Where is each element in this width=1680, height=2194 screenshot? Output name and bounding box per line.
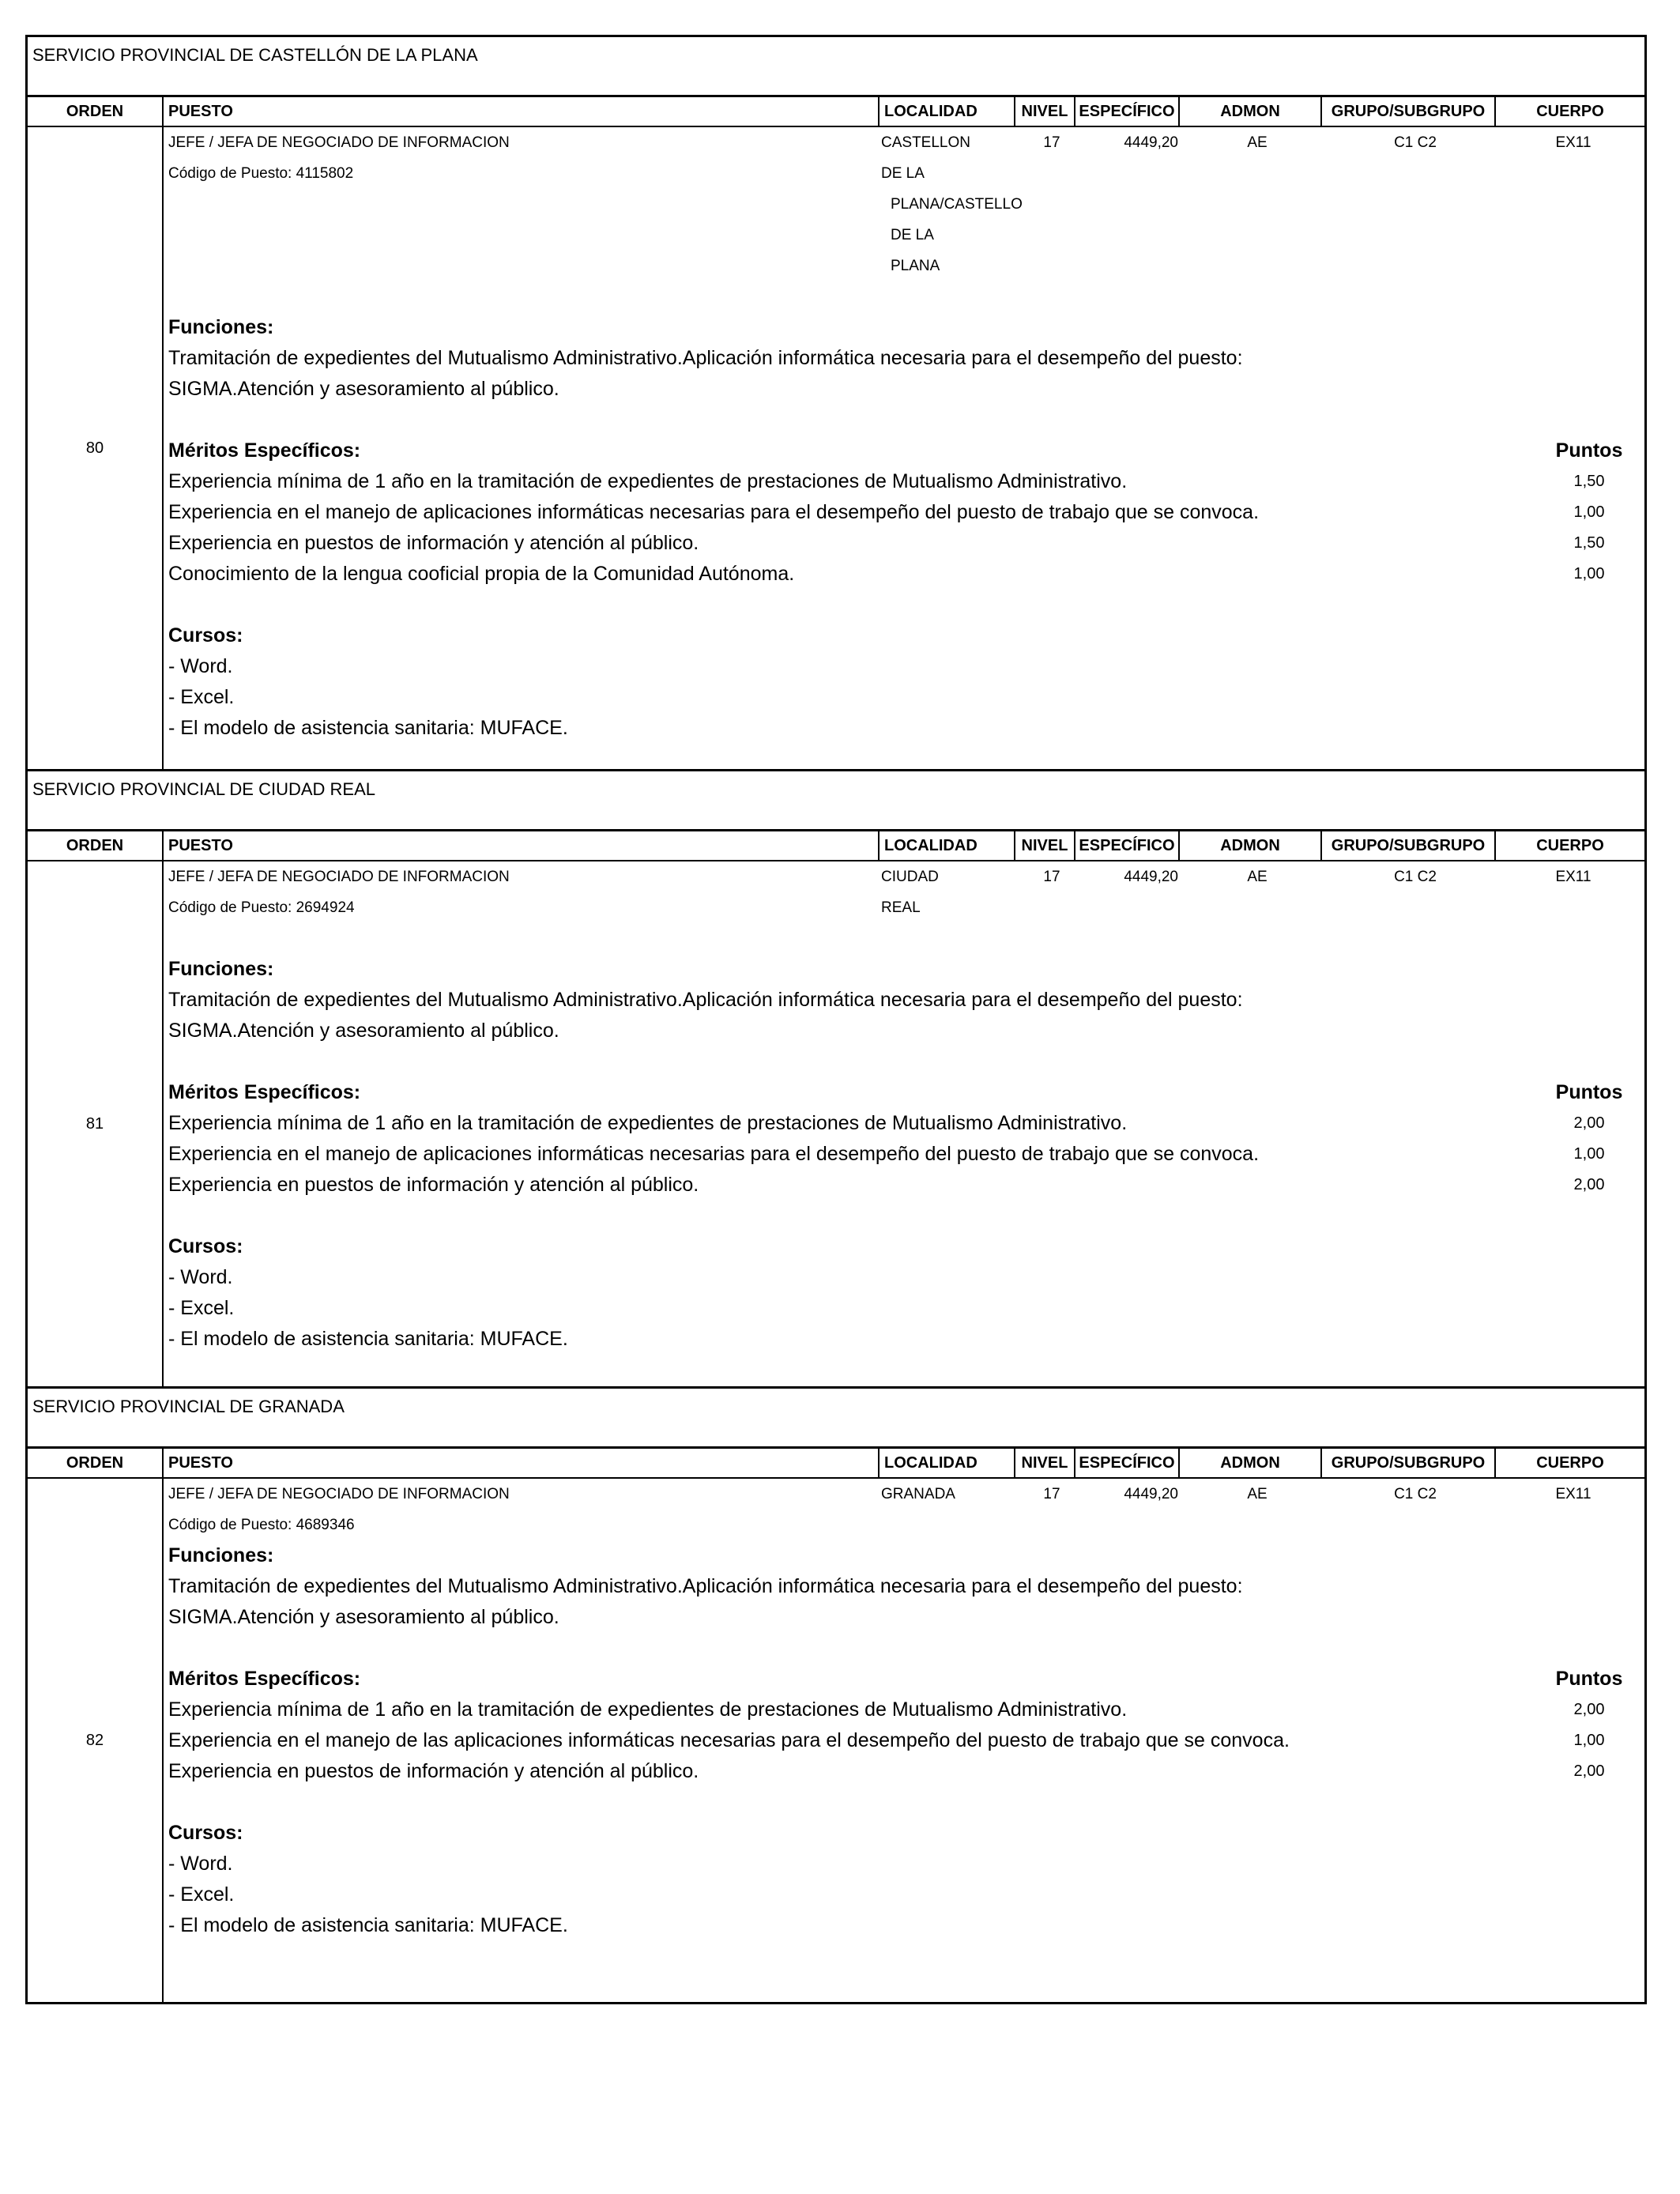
header-puesto: PUESTO <box>164 1449 880 1477</box>
spacer <box>168 923 1644 954</box>
header-especifico: ESPECÍFICO <box>1075 1449 1180 1477</box>
nivel-value: 17 <box>1043 134 1060 151</box>
merito-row <box>168 1170 1644 1201</box>
localidad-line: CIUDAD <box>881 869 939 885</box>
header-localidad: LOCALIDAD <box>880 97 1015 126</box>
merito-row <box>168 1756 1644 1787</box>
localidad-line: PLANA/CASTELLO <box>891 196 1023 213</box>
column-header-row <box>28 831 1644 861</box>
codigo-puesto: Código de Puesto: 4689346 <box>168 1517 355 1533</box>
merito-puntos: 2,00 <box>1573 1114 1605 1132</box>
merito-row <box>168 1139 1644 1170</box>
localidad-line: GRANADA <box>881 1486 955 1502</box>
meritos-heading: Méritos Específicos: <box>168 1081 361 1103</box>
spacer <box>168 405 1644 435</box>
curso-item: - Word. <box>168 1266 233 1288</box>
meritos-heading-row <box>168 435 1644 466</box>
service-title: SERVICIO PROVINCIAL DE CIUDAD REAL <box>28 771 1644 831</box>
localidad-continuation <box>168 189 1644 220</box>
header-grupo: GRUPO/SUBGRUPO <box>1322 1449 1496 1477</box>
especifico-value: 4449,20 <box>1124 134 1178 151</box>
merito-puntos: 2,00 <box>1573 1762 1605 1780</box>
funciones-heading: Funciones: <box>168 1544 274 1566</box>
merito-puntos: 1,00 <box>1573 1145 1605 1163</box>
header-nivel: NIVEL <box>1015 97 1075 126</box>
header-puesto: PUESTO <box>164 97 880 126</box>
localidad-continuation <box>168 251 1644 281</box>
localidad-line: DE LA <box>881 165 925 182</box>
header-orden: ORDEN <box>28 831 164 860</box>
cuerpo-value: EX11 <box>1555 1486 1591 1502</box>
funciones-line: Tramitación de expedientes del Mutualismo Administrativo.Aplicación informática necesaria para el desempeño del puesto: <box>168 989 1243 1011</box>
localidad-line: PLANA <box>891 258 940 274</box>
merito-puntos: 1,00 <box>1573 503 1605 521</box>
position-body <box>28 127 1644 769</box>
curso-item: - Word. <box>168 1853 233 1875</box>
cuerpo-value: EX11 <box>1555 869 1591 885</box>
merito-puntos: 2,00 <box>1573 1176 1605 1193</box>
position-main-row <box>168 861 1644 892</box>
curso-item: - Word. <box>168 655 233 677</box>
localidad-line: CASTELLON <box>881 134 970 151</box>
puesto-name: JEFE / JEFA DE NEGOCIADO DE INFORMACION <box>168 869 510 885</box>
orden-value: 82 <box>28 1479 164 2002</box>
localidad-line: DE LA <box>891 227 934 243</box>
merito-row <box>168 1725 1644 1756</box>
merito-puntos: 1,00 <box>1573 565 1605 582</box>
codigo-puesto: Código de Puesto: 2694924 <box>168 899 355 916</box>
position-body <box>28 1479 1644 2002</box>
header-cuerpo: CUERPO <box>1536 836 1604 854</box>
funciones-heading: Funciones: <box>168 316 274 338</box>
merito-puntos: 1,50 <box>1573 534 1605 552</box>
column-header-row <box>28 1449 1644 1479</box>
merito-row <box>168 559 1644 590</box>
meritos-heading: Méritos Específicos: <box>168 439 361 462</box>
service-title: SERVICIO PROVINCIAL DE CASTELLÓN DE LA PLANA <box>28 37 1644 97</box>
funciones-line: Tramitación de expedientes del Mutualismo Administrativo.Aplicación informática necesaria para el desempeño del puesto: <box>168 347 1243 369</box>
header-puesto: PUESTO <box>164 831 880 860</box>
cuerpo-value: EX11 <box>1555 134 1591 151</box>
especifico-value: 4449,20 <box>1124 1486 1178 1502</box>
merito-text: Experiencia en el manejo de aplicaciones informáticas necesarias para el desempeño del puesto de trabajo que se convoca. <box>168 1143 1260 1165</box>
merito-text: Experiencia en puestos de información y atención al público. <box>168 1760 699 1782</box>
nivel-value: 17 <box>1043 1486 1060 1502</box>
header-orden: ORDEN <box>28 97 164 126</box>
position-content <box>164 1479 1644 1941</box>
grupo-value: C1 C2 <box>1394 134 1437 151</box>
meritos-heading: Méritos Específicos: <box>168 1668 361 1690</box>
header-grupo: GRUPO/SUBGRUPO <box>1322 97 1496 126</box>
merito-text: Experiencia en el manejo de las aplicaciones informáticas necesarias para el desempeño del puesto de trabajo que se convoca. <box>168 1729 1290 1751</box>
nivel-value: 17 <box>1043 869 1060 885</box>
header-admon: ADMON <box>1180 97 1322 126</box>
merito-row <box>168 466 1644 497</box>
curso-item: - Excel. <box>168 1883 235 1906</box>
admon-value: AE <box>1247 869 1268 885</box>
funciones-line: SIGMA.Atención y asesoramiento al público. <box>168 1020 559 1042</box>
puntos-heading: Puntos <box>1555 1668 1623 1690</box>
position-body <box>28 861 1644 1386</box>
curso-item: - Excel. <box>168 1297 235 1319</box>
spacer <box>168 1046 1644 1077</box>
position-content <box>164 861 1644 1355</box>
merito-puntos: 2,00 <box>1573 1701 1605 1718</box>
service-block <box>25 35 1647 771</box>
admon-value: AE <box>1247 1486 1268 1502</box>
header-especifico: ESPECÍFICO <box>1075 97 1180 126</box>
codigo-puesto: Código de Puesto: 4115802 <box>168 165 354 182</box>
position-main-row <box>168 127 1644 158</box>
curso-item: - El modelo de asistencia sanitaria: MUFACE. <box>168 1328 568 1350</box>
merito-puntos: 1,50 <box>1573 473 1605 490</box>
puesto-name: JEFE / JEFA DE NEGOCIADO DE INFORMACION <box>168 134 510 151</box>
funciones-line: Tramitación de expedientes del Mutualismo Administrativo.Aplicación informática necesaria para el desempeño del puesto: <box>168 1575 1243 1597</box>
puntos-heading: Puntos <box>1555 1081 1623 1103</box>
meritos-heading-row <box>168 1077 1644 1108</box>
header-admon: ADMON <box>1180 1449 1322 1477</box>
spacer <box>168 1201 1644 1231</box>
header-especifico: ESPECÍFICO <box>1075 831 1180 860</box>
codigo-row <box>168 892 1644 923</box>
merito-text: Experiencia mínima de 1 año en la tramitación de expedientes de prestaciones de Mutualismo Administrativo. <box>168 1698 1128 1721</box>
localidad-line: REAL <box>881 899 921 916</box>
merito-text: Experiencia mínima de 1 año en la tramitación de expedientes de prestaciones de Mutualismo Administrativo. <box>168 470 1128 492</box>
spacer <box>168 281 1644 312</box>
codigo-row <box>168 1510 1644 1540</box>
merito-text: Experiencia en puestos de información y atención al público. <box>168 1174 699 1196</box>
merito-text: Experiencia en el manejo de aplicaciones informáticas necesarias para el desempeño del puesto de trabajo que se convoca. <box>168 501 1260 523</box>
service-title: SERVICIO PROVINCIAL DE GRANADA <box>28 1389 1644 1449</box>
curso-item: - El modelo de asistencia sanitaria: MUFACE. <box>168 717 568 739</box>
spacer <box>168 590 1644 620</box>
spacer <box>168 1633 1644 1664</box>
codigo-row <box>168 158 1644 189</box>
merito-row <box>168 528 1644 559</box>
funciones-heading: Funciones: <box>168 958 274 980</box>
header-cuerpo: CUERPO <box>1536 1453 1604 1472</box>
cursos-heading: Cursos: <box>168 624 243 647</box>
header-localidad: LOCALIDAD <box>880 831 1015 860</box>
merito-puntos: 1,00 <box>1573 1732 1605 1749</box>
merito-text: Experiencia mínima de 1 año en la tramitación de expedientes de prestaciones de Mutualismo Administrativo. <box>168 1112 1128 1134</box>
header-orden: ORDEN <box>28 1449 164 1477</box>
document-sheet <box>25 35 1647 2004</box>
merito-row <box>168 497 1644 528</box>
service-block <box>25 1389 1647 2004</box>
header-cuerpo: CUERPO <box>1536 102 1604 120</box>
merito-text: Experiencia en puestos de información y atención al público. <box>168 532 699 554</box>
column-header-row <box>28 97 1644 127</box>
cursos-heading: Cursos: <box>168 1822 243 1844</box>
position-main-row <box>168 1479 1644 1510</box>
cursos-heading: Cursos: <box>168 1235 243 1257</box>
funciones-line: SIGMA.Atención y asesoramiento al público. <box>168 1606 559 1628</box>
header-admon: ADMON <box>1180 831 1322 860</box>
header-grupo: GRUPO/SUBGRUPO <box>1322 831 1496 860</box>
localidad-continuation <box>168 220 1644 251</box>
especifico-value: 4449,20 <box>1124 869 1178 885</box>
admon-value: AE <box>1247 134 1268 151</box>
merito-row <box>168 1108 1644 1139</box>
header-nivel: NIVEL <box>1015 831 1075 860</box>
curso-item: - El modelo de asistencia sanitaria: MUFACE. <box>168 1914 568 1936</box>
grupo-value: C1 C2 <box>1394 1486 1437 1502</box>
curso-item: - Excel. <box>168 686 235 708</box>
grupo-value: C1 C2 <box>1394 869 1437 885</box>
orden-value: 80 <box>28 127 164 769</box>
merito-text: Conocimiento de la lengua cooficial propia de la Comunidad Autónoma. <box>168 563 795 585</box>
header-nivel: NIVEL <box>1015 1449 1075 1477</box>
meritos-heading-row <box>168 1664 1644 1695</box>
orden-value: 81 <box>28 861 164 1386</box>
service-block <box>25 771 1647 1389</box>
funciones-line: SIGMA.Atención y asesoramiento al público. <box>168 378 559 400</box>
puesto-name: JEFE / JEFA DE NEGOCIADO DE INFORMACION <box>168 1486 510 1502</box>
position-content <box>164 127 1644 744</box>
merito-row <box>168 1695 1644 1725</box>
puntos-heading: Puntos <box>1555 439 1623 462</box>
header-localidad: LOCALIDAD <box>880 1449 1015 1477</box>
spacer <box>168 1787 1644 1818</box>
